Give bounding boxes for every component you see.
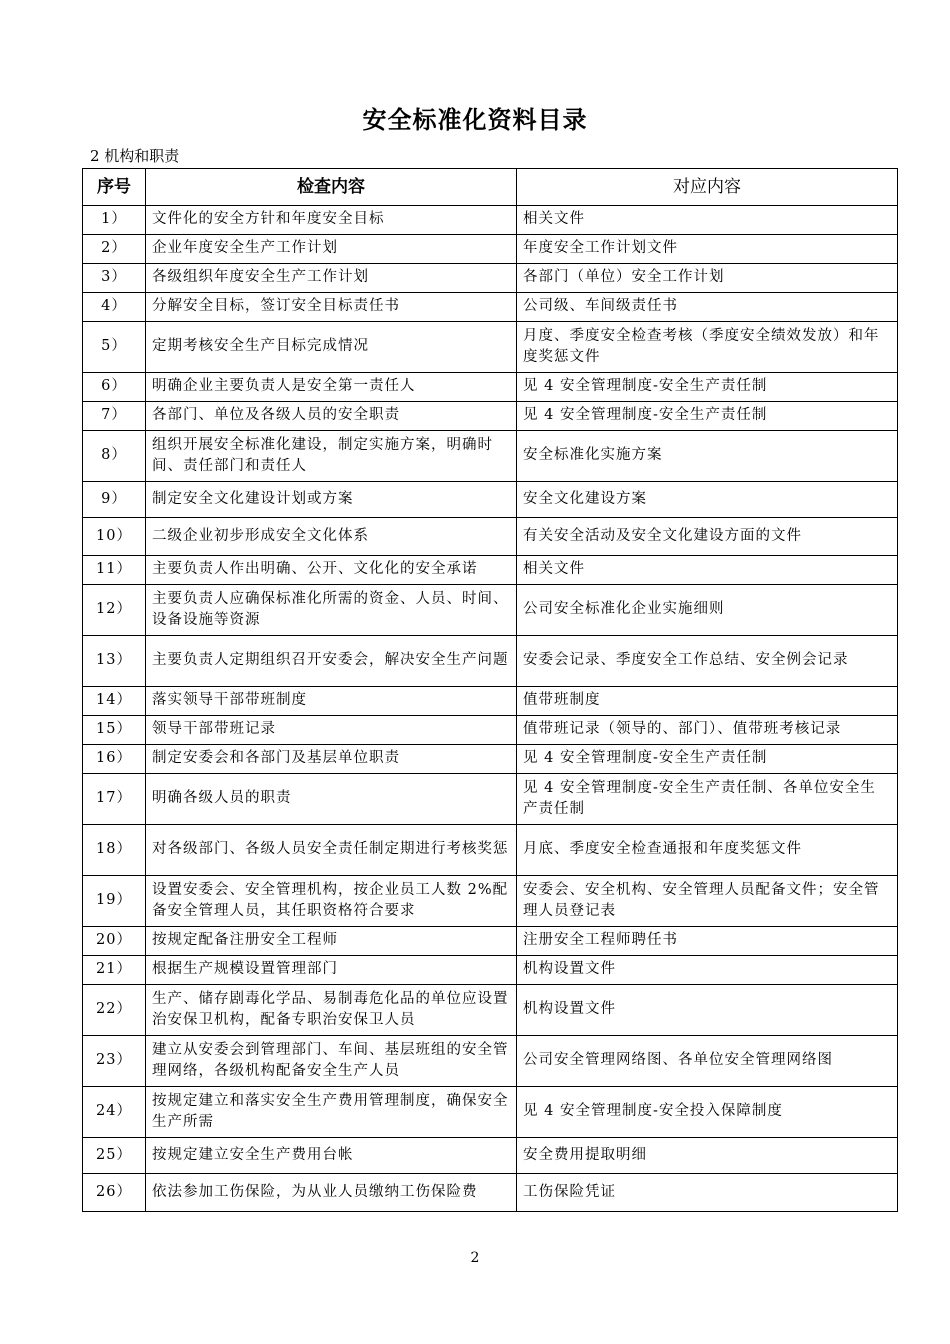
row-check-content: 主要负责人应确保标准化所需的资金、人员、时间、设备设施等资源 <box>146 585 517 636</box>
header-seq: 序号 <box>83 169 146 206</box>
row-seq: 11） <box>83 556 146 585</box>
row-corresponding-content: 安全文化建设方案 <box>517 482 898 518</box>
row-seq: 7） <box>83 402 146 431</box>
table-row <box>83 985 898 1036</box>
row-seq: 1） <box>83 206 146 235</box>
row-check-content: 生产、储存剧毒化学品、易制毒危化品的单位应设置治安保卫机构，配备专职治安保卫人员 <box>146 985 517 1036</box>
table-row <box>83 716 898 745</box>
table-row <box>83 235 898 264</box>
row-check-content: 建立从安委会到管理部门、车间、基层班组的安全管理网络，各级机构配备安全生产人员 <box>146 1036 517 1087</box>
table-row <box>83 825 898 876</box>
row-corresponding-content: 相关文件 <box>517 206 898 235</box>
row-check-content: 领导干部带班记录 <box>146 716 517 745</box>
row-seq: 25） <box>83 1138 146 1174</box>
row-seq: 17） <box>83 774 146 825</box>
row-seq: 20） <box>83 927 146 956</box>
row-check-content: 制定安委会和各部门及基层单位职责 <box>146 745 517 774</box>
table-row <box>83 687 898 716</box>
row-seq: 18） <box>83 825 146 876</box>
table-row <box>83 373 898 402</box>
table-row <box>83 518 898 556</box>
table-row <box>83 264 898 293</box>
row-corresponding-content: 见 4 安全管理制度-安全生产责任制 <box>517 373 898 402</box>
row-seq: 12） <box>83 585 146 636</box>
row-seq: 13） <box>83 636 146 687</box>
row-corresponding-content: 机构设置文件 <box>517 985 898 1036</box>
row-seq: 4） <box>83 293 146 322</box>
page-number: 2 <box>470 1250 480 1266</box>
row-seq: 19） <box>83 876 146 927</box>
row-corresponding-content: 相关文件 <box>517 556 898 585</box>
row-check-content: 主要负责人作出明确、公开、文化化的安全承诺 <box>146 556 517 585</box>
table-row <box>83 956 898 985</box>
row-corresponding-content: 安委会记录、季度安全工作总结、安全例会记录 <box>517 636 898 687</box>
row-check-content: 组织开展安全标准化建设，制定实施方案，明确时间、责任部门和责任人 <box>146 431 517 482</box>
row-corresponding-content: 工伤保险凭证 <box>517 1174 898 1212</box>
table-row <box>83 876 898 927</box>
row-check-content: 明确企业主要负责人是安全第一责任人 <box>146 373 517 402</box>
row-seq: 8） <box>83 431 146 482</box>
row-seq: 21） <box>83 956 146 985</box>
row-corresponding-content: 值带班记录（领导的、部门）、值带班考核记录 <box>517 716 898 745</box>
row-seq: 15） <box>83 716 146 745</box>
row-corresponding-content: 年度安全工作计划文件 <box>517 235 898 264</box>
row-corresponding-content: 各部门（单位）安全工作计划 <box>517 264 898 293</box>
row-seq: 2） <box>83 235 146 264</box>
row-seq: 3） <box>83 264 146 293</box>
checklist-table <box>82 168 898 1212</box>
table-row <box>83 482 898 518</box>
table-row <box>83 293 898 322</box>
row-corresponding-content: 值带班制度 <box>517 687 898 716</box>
row-check-content: 落实领导干部带班制度 <box>146 687 517 716</box>
table-row <box>83 1174 898 1212</box>
table-body <box>83 206 898 1212</box>
row-check-content: 定期考核安全生产目标完成情况 <box>146 322 517 373</box>
table-row <box>83 585 898 636</box>
row-check-content: 文件化的安全方针和年度安全目标 <box>146 206 517 235</box>
table-row <box>83 322 898 373</box>
row-corresponding-content: 注册安全工程师聘任书 <box>517 927 898 956</box>
table-row <box>83 431 898 482</box>
table-row <box>83 1087 898 1138</box>
section-heading: 2 机构和职责 <box>90 147 180 165</box>
row-check-content: 设置安委会、安全管理机构，按企业员工人数 2%配备安全管理人员，其任职资格符合要求 <box>146 876 517 927</box>
row-check-content: 按规定配备注册安全工程师 <box>146 927 517 956</box>
row-corresponding-content: 公司级、车间级责任书 <box>517 293 898 322</box>
table-row <box>83 927 898 956</box>
row-corresponding-content: 见 4 安全管理制度-安全生产责任制 <box>517 745 898 774</box>
row-corresponding-content: 见 4 安全管理制度-安全生产责任制、各单位安全生产责任制 <box>517 774 898 825</box>
table-row <box>83 206 898 235</box>
row-seq: 16） <box>83 745 146 774</box>
table-row <box>83 636 898 687</box>
row-seq: 26） <box>83 1174 146 1212</box>
row-check-content: 对各级部门、各级人员安全责任制定期进行考核奖惩 <box>146 825 517 876</box>
row-corresponding-content: 机构设置文件 <box>517 956 898 985</box>
row-corresponding-content: 安全标准化实施方案 <box>517 431 898 482</box>
row-check-content: 二级企业初步形成安全文化体系 <box>146 518 517 556</box>
row-check-content: 制定安全文化建设计划或方案 <box>146 482 517 518</box>
row-corresponding-content: 公司安全管理网络图、各单位安全管理网络图 <box>517 1036 898 1087</box>
table-row <box>83 402 898 431</box>
row-corresponding-content: 月度、季度安全检查考核（季度安全绩效发放）和年度奖惩文件 <box>517 322 898 373</box>
row-check-content: 企业年度安全生产工作计划 <box>146 235 517 264</box>
table-row <box>83 1036 898 1087</box>
row-seq: 9） <box>83 482 146 518</box>
row-seq: 5） <box>83 322 146 373</box>
row-corresponding-content: 见 4 安全管理制度-安全投入保障制度 <box>517 1087 898 1138</box>
row-check-content: 分解安全目标，签订安全目标责任书 <box>146 293 517 322</box>
row-check-content: 按规定建立和落实安全生产费用管理制度，确保安全生产所需 <box>146 1087 517 1138</box>
row-corresponding-content: 有关安全活动及安全文化建设方面的文件 <box>517 518 898 556</box>
row-seq: 14） <box>83 687 146 716</box>
row-check-content: 主要负责人定期组织召开安委会，解决安全生产问题 <box>146 636 517 687</box>
document-title: 安全标准化资料目录 <box>362 106 588 134</box>
table-header-row <box>83 169 898 206</box>
row-check-content: 按规定建立安全生产费用台帐 <box>146 1138 517 1174</box>
table-row <box>83 774 898 825</box>
row-seq: 23） <box>83 1036 146 1087</box>
row-check-content: 依法参加工伤保险，为从业人员缴纳工伤保险费 <box>146 1174 517 1212</box>
row-corresponding-content: 月底、季度安全检查通报和年度奖惩文件 <box>517 825 898 876</box>
header-check-content: 检查内容 <box>146 169 517 206</box>
row-corresponding-content: 见 4 安全管理制度-安全生产责任制 <box>517 402 898 431</box>
row-seq: 24） <box>83 1087 146 1138</box>
row-corresponding-content: 安委会、安全机构、安全管理人员配备文件；安全管理人员登记表 <box>517 876 898 927</box>
table-row <box>83 1138 898 1174</box>
row-corresponding-content: 安全费用提取明细 <box>517 1138 898 1174</box>
row-seq: 6） <box>83 373 146 402</box>
table-row <box>83 556 898 585</box>
header-corresponding-content: 对应内容 <box>517 169 898 206</box>
table-row <box>83 745 898 774</box>
row-check-content: 根据生产规模设置管理部门 <box>146 956 517 985</box>
row-check-content: 明确各级人员的职责 <box>146 774 517 825</box>
row-seq: 10） <box>83 518 146 556</box>
row-corresponding-content: 公司安全标准化企业实施细则 <box>517 585 898 636</box>
row-check-content: 各级组织年度安全生产工作计划 <box>146 264 517 293</box>
row-check-content: 各部门、单位及各级人员的安全职责 <box>146 402 517 431</box>
row-seq: 22） <box>83 985 146 1036</box>
